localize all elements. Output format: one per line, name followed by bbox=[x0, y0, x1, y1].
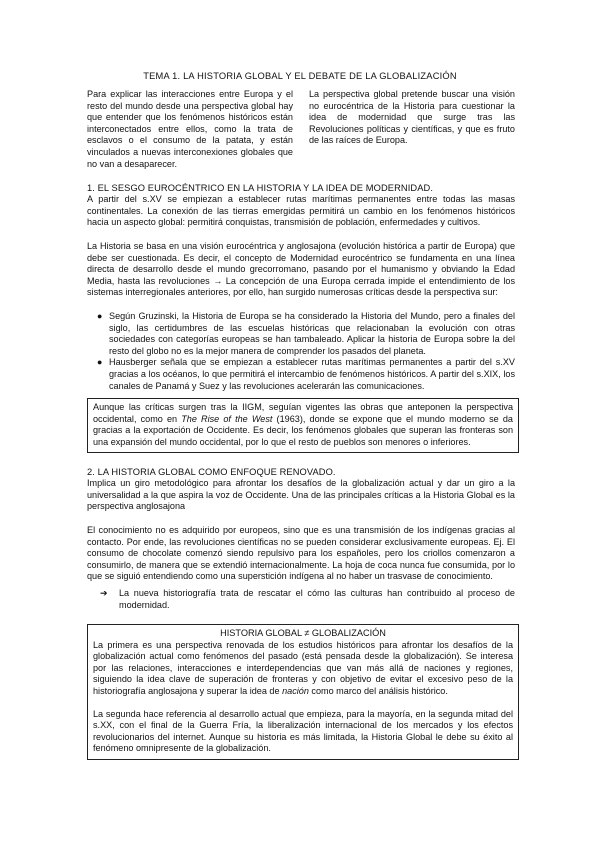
intro-columns bbox=[87, 89, 515, 170]
bullet-item-hausberger bbox=[87, 357, 515, 392]
section-1-paragraph-2: La Historia se basa en una visión eurocéntrica y anglosajona (evolución histórica a partir de Europa) que debe ser cuestionada. Es decir, el concepto de Modernidad eurocéntrico se fundamenta en una línea directa de desarrollo desde el mundo grecorromano, pasando por el humanismo y obviando la Edad Media, hasta las revoluciones → La concepción de una Europa cerrada impide el entendimiento de los sistemas interregionales anteriores, por ello, han surgido numerosas críticas desde la perspectiva sur: bbox=[87, 241, 515, 298]
callout-text-start: Aunque las críticas surgen tras la IIGM, seguían vigentes las obras que anteponen la perspectiva occidental, como en bbox=[93, 402, 513, 424]
arrow-item-text: La nueva historiografía trata de rescatar el cómo las culturas han contribuido al proceso de modernidad. bbox=[119, 588, 515, 610]
bullet-icon: ● bbox=[97, 311, 103, 321]
bullet-text: Hausberger señala que se empiezan a establecer rutas marítimas permanentes a partir del s.XV gracias a los océanos, lo que permitirá el intercambio de fenómenos históricos. A partir del s.XIX, los canales de Panamá y Suez y las revoluciones acelerarán las comunicaciones. bbox=[109, 357, 515, 391]
comparison-p1-end: como marco del análisis histórico. bbox=[308, 685, 448, 696]
comparison-p1-start: La primera es una perspectiva renovada de los estudios históricos para afrontar los desafíos de la globalización actual como fenómenos del pasado (está pensada desde la globalización). Se interesa por las relaciones, interacciones e interdependencias que van más allá de naciones y regiones, siguiendo la idea clave de superación de fronteras y con objetivo de evitar el excesivo peso de la historiografía anglosajona y superar la idea de bbox=[93, 639, 513, 696]
callout-text-end: (1963), donde se expone que el mundo moderno se da gracias a la exportación de Occidente. Es decir, los fenómenos globales que superan las fronteras son una expansión del mundo occidental, por lo que el resto de pueblos son menores o inferiores. bbox=[93, 413, 513, 447]
section-2-paragraph-1: Implica un giro metodológico para afrontar los desafíos de la globalización actual y dar un giro a la universalidad a la que aspira la voz de Occidente. Una de las principales críticas a la Historia Global es la perspectiva anglosajona bbox=[87, 478, 515, 512]
bullet-icon: ● bbox=[97, 357, 103, 368]
comparison-box-heading: HISTORIA GLOBAL ≠ GLOBALIZACIÓN bbox=[220, 628, 386, 638]
arrow-right-icon: ➔ bbox=[100, 588, 108, 598]
section-1-paragraph-1: A partir del s.XV se empiezan a establecer rutas marítimas permanentes entre todas las masas continentales. La conexión de las tierras emergidas permitirá un cambio en los fenómenos históricos hacia un aspecto global: permitirá conquistas, transmisión de población, enfermedades y cultivos. bbox=[87, 194, 515, 228]
bullet-text: Según Gruzinski, la Historia de Europa se ha considerado la Historia del Mundo, pero a finales del siglo, las certidumbres de las escuelas históricas que relacionaban la evolución con otras sociedades con categorías europeas se han tambaleado. Aplicar la historia de Europa sobre la del resto del globo no es la mejor manera de comprender los pasados del planeta. bbox=[109, 311, 515, 356]
book-title: The Rise of the West bbox=[181, 413, 273, 424]
italic-term: nación bbox=[282, 685, 309, 696]
section-2-arrow-item bbox=[87, 588, 515, 611]
bullet-item-gruzinski bbox=[87, 311, 515, 357]
section-2-heading: 2. LA HISTORIA GLOBAL COMO ENFOQUE RENOVADO. bbox=[87, 467, 336, 477]
section-1-bullet-list bbox=[87, 311, 515, 392]
comparison-paragraph-1 bbox=[93, 640, 513, 698]
section-2-paragraph-2: El conocimiento no es adquirido por europeos, sino que es una transmisión de los indígenas gracias al contacto. Por ende, las revoluciones científicas no se pueden considerar exclusivamente europeas. Ej. El consumo de chocolate comenzó siendo repulsivo para los españoles, pero los criollos comenzaron a consumirlo, de manera que se extendió internacionalmente. La hoja de coca nunca fue consumida, por lo que se siguió entendiendo como una superstición indígena al no haber un trasvase de conocimiento. bbox=[87, 525, 515, 582]
comparison-paragraph-2: La segunda hace referencia al desarrollo actual que empieza, para la mayoría, en la segunda mitad del s.XX, con el final de la Guerra Fría, la liberalización internacional de los mercados y los efectos revolucionarios del internet. Aunque su historia es más limitada, la Historia Global le debe su éxito al fenómeno omnipresente de la globalización. bbox=[93, 708, 513, 754]
intro-left-paragraph: Para explicar las interacciones entre Europa y el resto del mundo desde una perspectiva global hay que entender que los fenómenos históricos están interconectados entre ellos, como la trata de esclavos o el consumo de la patata, y están vinculados a nuevas interconexiones globales que no van a desaparecer. bbox=[87, 89, 293, 169]
callout-text bbox=[93, 402, 513, 448]
section-1-heading: 1. EL SESGO EUROCÉNTRICO EN LA HISTORIA Y LA IDEA DE MODERNIDAD. bbox=[87, 183, 434, 193]
section-2-comparison-box bbox=[87, 624, 519, 760]
intro-right-paragraph: La perspectiva global pretende buscar una visión no eurocéntrica de la Historia para cuestionar la idea de modernidad que surge tras las Revoluciones políticas y científicas, y que es fruto de las raíces de Europa. bbox=[309, 89, 515, 146]
section-1-callout-box bbox=[87, 398, 519, 453]
page-title: TEMA 1. LA HISTORIA GLOBAL Y EL DEBATE DE LA GLOBALIZACIÓN bbox=[143, 71, 457, 81]
